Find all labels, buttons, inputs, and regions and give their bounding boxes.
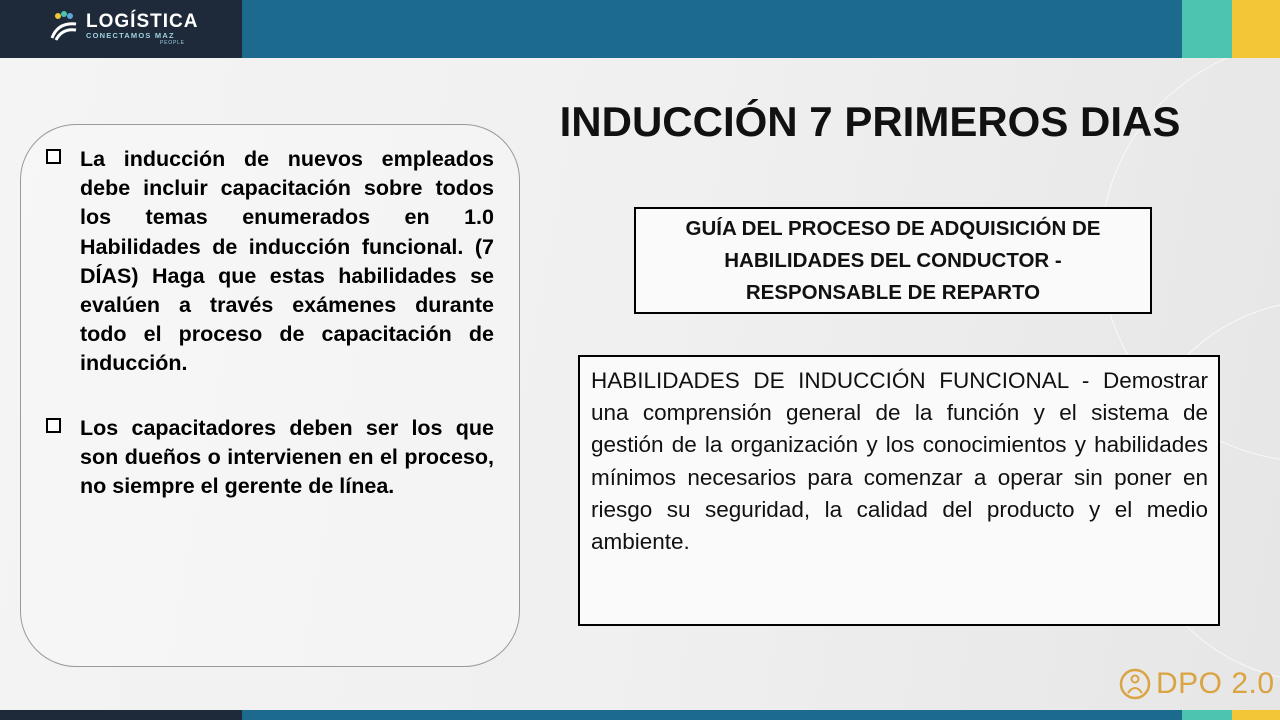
dpo-logo-text: DPO 2.0 bbox=[1156, 667, 1275, 700]
skills-box bbox=[578, 355, 1220, 626]
guide-box-text: GUÍA DEL PROCESO DE ADQUISICIÓN DE HABILIDADES DEL CONDUCTOR - RESPONSABLE DE REPARTO bbox=[685, 216, 1101, 304]
company-logo bbox=[0, 0, 242, 58]
top-bar-teal bbox=[1182, 0, 1232, 58]
logistics-logo-icon bbox=[50, 10, 78, 42]
logo-subtitle: CONECTAMOS MAZ bbox=[86, 31, 175, 40]
top-bar bbox=[0, 0, 1280, 58]
guide-box bbox=[634, 207, 1152, 314]
skills-box-text: HABILIDADES DE INDUCCIÓN FUNCIONAL - Demostrar una comprensión general de la función y el sistema de gestión de la organización y los conocimientos y habilidades mínimos necesarios para comenzar a operar sin poner en riesgo su seguridad, la calidad del producto y el medio ambiente. bbox=[591, 368, 1208, 555]
person-circle-icon bbox=[1118, 667, 1152, 701]
dpo-logo bbox=[1118, 664, 1275, 704]
page-title: INDUCCIÓN 7 PRIMEROS DIAS bbox=[559, 98, 1181, 145]
bottom-bar bbox=[0, 710, 1280, 720]
checkbox-bullet-icon bbox=[46, 149, 61, 164]
bullet-text: La inducción de nuevos empleados debe incluir capacitación sobre todos los temas enumerados en 1.0 Habilidades de inducción funcional. (7 DÍAS) Haga que estas habilidades se evalúen a través exámenes durante todo el proceso de capacitación de inducción. bbox=[80, 147, 494, 376]
bullet-item bbox=[46, 414, 494, 502]
logo-tagline: PEOPLE bbox=[160, 40, 185, 46]
checkbox-bullet-icon bbox=[46, 418, 61, 433]
logo-title: LOGÍSTICA bbox=[86, 11, 199, 32]
bullet-text: Los capacitadores deben ser los que son dueños o intervienen en el proceso, no siempre el gerente de línea. bbox=[80, 416, 494, 499]
top-bar-blue bbox=[242, 0, 1182, 58]
top-bar-yellow bbox=[1232, 0, 1280, 58]
bullet-item bbox=[46, 145, 494, 379]
